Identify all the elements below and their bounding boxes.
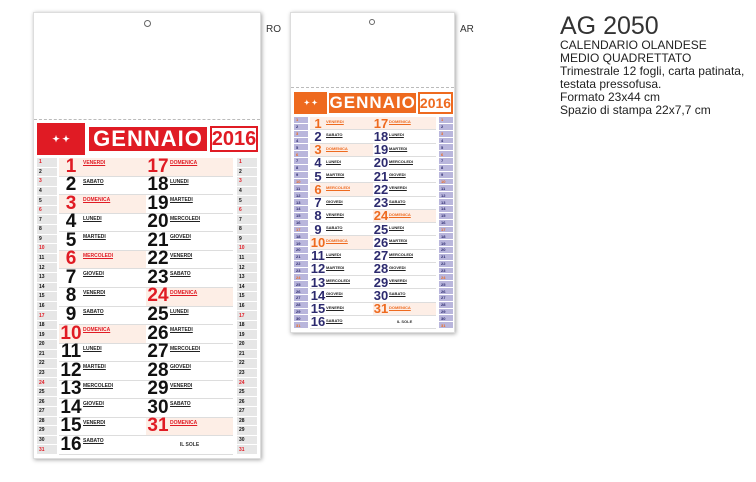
index-day: 13	[37, 273, 57, 283]
day-name: VENERDI	[170, 382, 193, 389]
index-day: 25	[439, 281, 453, 288]
calendar-ro	[33, 12, 261, 459]
day-number: 7	[314, 195, 322, 210]
index-day: 19	[439, 240, 453, 247]
day-name: MARTEDI	[326, 264, 345, 270]
day-name: SABATO	[326, 317, 343, 323]
index-day: 19	[294, 240, 308, 247]
day-number: 25	[147, 304, 169, 325]
day-name: SABATO	[326, 132, 343, 138]
day-number: 11	[60, 341, 82, 363]
day-number: 4	[314, 155, 322, 171]
index-day: 24	[37, 378, 57, 388]
day-number: 8	[65, 285, 77, 307]
index-day: 21	[37, 350, 57, 360]
index-day: 7	[37, 215, 57, 225]
day-number: 12	[310, 261, 326, 277]
day-name: DOMENICA	[170, 160, 198, 166]
variant-label-ar: AR	[460, 24, 474, 35]
index-day: 31	[439, 322, 453, 329]
month-header	[294, 91, 453, 115]
day-name: MARTEDI	[170, 197, 193, 204]
index-day: 26	[439, 288, 453, 295]
day-number: 4	[65, 211, 77, 233]
day-name: MARTEDI	[326, 172, 345, 177]
day-name: VENERDI	[83, 289, 106, 296]
index-day: 12	[237, 263, 257, 273]
day-name: VENERDI	[389, 278, 407, 283]
day-number: 6	[314, 181, 322, 197]
day-name: MERCOLEDI	[170, 345, 200, 352]
index-day: 3	[439, 131, 453, 138]
day-column-2	[373, 117, 436, 329]
index-day: 17	[237, 311, 257, 321]
index-day: 10	[439, 179, 453, 186]
month-header	[37, 123, 259, 155]
day-column-1	[310, 117, 373, 329]
year-label: 2016	[210, 126, 258, 152]
index-day: 20	[237, 340, 257, 350]
index-day: 23	[294, 268, 308, 275]
index-day: 18	[37, 321, 57, 331]
day-number: 27	[147, 341, 169, 363]
day-number: 13	[310, 274, 326, 290]
index-day: 9	[37, 235, 57, 245]
index-day: 3	[294, 131, 308, 138]
day-cell	[59, 433, 146, 455]
index-day: 1	[237, 158, 257, 168]
day-cell	[310, 210, 373, 223]
index-day: 23	[439, 268, 453, 275]
day-number: 20	[147, 211, 169, 233]
index-day: 18	[237, 321, 257, 331]
index-day: 26	[37, 397, 57, 407]
day-name: VENERDI	[170, 252, 193, 259]
index-day: 4	[37, 187, 57, 197]
day-number: 29	[147, 378, 169, 400]
index-day: 25	[237, 388, 257, 398]
day-name: DOMENICA	[326, 145, 348, 151]
index-day: 7	[439, 158, 453, 165]
day-number: 23	[373, 195, 389, 210]
index-day: 30	[237, 436, 257, 446]
day-number: 16	[310, 314, 326, 330]
day-name: DOMENICA	[326, 238, 348, 244]
day-name: VENERDI	[83, 160, 106, 166]
index-day: 28	[37, 417, 57, 427]
index-day: 27	[294, 295, 308, 302]
day-name: VENERDI	[389, 185, 407, 191]
day-cell	[373, 210, 436, 223]
index-day: 4	[439, 138, 453, 145]
day-number: 20	[373, 155, 389, 171]
day-name: SABATO	[170, 271, 191, 278]
index-day: 17	[439, 227, 453, 234]
calendar-footer: IL SOLE	[373, 316, 436, 329]
index-day: 24	[294, 274, 308, 281]
day-number: 2	[314, 128, 322, 144]
day-number: 26	[373, 234, 389, 250]
day-number: 30	[147, 396, 169, 418]
index-day: 5	[439, 144, 453, 151]
day-number: 3	[65, 192, 77, 214]
index-day: 8	[439, 165, 453, 172]
index-day: 22	[294, 261, 308, 268]
index-day: 6	[439, 151, 453, 158]
day-name: SABATO	[83, 178, 104, 185]
day-number: 13	[60, 378, 82, 400]
index-day: 2	[237, 168, 257, 178]
day-grid	[59, 155, 233, 455]
index-day: 24	[439, 274, 453, 281]
day-number: 30	[373, 287, 389, 303]
index-day: 5	[237, 196, 257, 206]
day-name: MERCOLEDI	[389, 158, 413, 164]
index-day: 14	[237, 283, 257, 293]
day-number: 11	[311, 248, 325, 263]
day-name: VENERDI	[326, 211, 344, 217]
index-day: 27	[237, 407, 257, 417]
day-name: MERCOLEDI	[83, 382, 113, 389]
index-day: 8	[237, 225, 257, 235]
logo: ✦ ✦	[294, 92, 327, 114]
day-name: DOMENICA	[389, 119, 411, 124]
day-number: 19	[373, 142, 389, 157]
day-cell	[373, 303, 436, 316]
index-day: 5	[294, 144, 308, 151]
index-day: 14	[37, 283, 57, 293]
day-name: SABATO	[326, 225, 343, 230]
index-day: 8	[294, 165, 308, 172]
day-number: 15	[310, 301, 326, 316]
day-number: 26	[147, 322, 169, 344]
day-number: 14	[60, 396, 82, 418]
index-day: 6	[237, 206, 257, 216]
index-day: 22	[37, 359, 57, 369]
day-name: GIOVEDI	[83, 401, 104, 408]
day-name: SABATO	[170, 401, 191, 408]
day-name: MERCOLEDI	[326, 278, 350, 283]
index-day: 11	[294, 185, 308, 192]
calendar-ar	[290, 12, 455, 333]
day-name: LUNEDI	[83, 345, 102, 352]
index-day: 23	[37, 369, 57, 379]
index-day: 20	[294, 247, 308, 254]
index-day: 29	[294, 309, 308, 316]
index-day: 14	[439, 206, 453, 213]
index-day: 29	[237, 426, 257, 436]
day-number: 14	[310, 287, 326, 303]
index-day: 29	[439, 309, 453, 316]
day-number: 10	[60, 322, 82, 344]
day-number: 24	[147, 285, 169, 307]
day-number: 7	[65, 266, 77, 288]
day-number: 28	[147, 359, 169, 381]
day-number: 8	[314, 208, 322, 224]
day-grid	[310, 117, 436, 329]
index-day: 26	[237, 397, 257, 407]
day-name: DOMENICA	[389, 211, 411, 217]
index-day: 30	[37, 436, 57, 446]
index-day: 13	[237, 273, 257, 283]
index-day: 4	[237, 187, 257, 197]
product-line-2: MEDIO QUADRETTATO	[560, 51, 692, 65]
index-day: 23	[237, 369, 257, 379]
index-day: 30	[294, 315, 308, 322]
day-number: 9	[65, 304, 77, 325]
index-day: 18	[294, 233, 308, 240]
day-column-2	[146, 155, 233, 455]
day-name: MARTEDI	[170, 327, 193, 334]
day-name: VENERDI	[326, 119, 344, 124]
index-day: 17	[37, 311, 57, 321]
index-day: 11	[237, 254, 257, 264]
index-day: 15	[237, 292, 257, 302]
day-name: GIOVEDI	[170, 234, 191, 241]
calendar-footer: IL SOLE	[146, 436, 233, 455]
day-number: 5	[314, 168, 322, 184]
product-line-6: Spazio di stampa 22x7,7 cm	[560, 103, 711, 117]
index-day: 10	[294, 179, 308, 186]
index-day: 15	[439, 213, 453, 220]
index-day: 12	[37, 263, 57, 273]
day-name: DOMENICA	[83, 197, 111, 204]
index-day: 10	[37, 244, 57, 254]
product-line-3: Trimestrale 12 fogli, carta patinata,	[560, 64, 745, 78]
index-day: 11	[439, 185, 453, 192]
index-day: 21	[439, 254, 453, 261]
month-title: GENNAIO	[89, 127, 207, 151]
day-name: LUNEDI	[389, 225, 404, 230]
index-day: 16	[439, 220, 453, 227]
index-day: 19	[237, 330, 257, 340]
index-day: 20	[37, 340, 57, 350]
day-name: GIOVEDI	[326, 291, 343, 297]
day-cell	[310, 263, 373, 276]
index-day: 19	[37, 330, 57, 340]
day-number: 23	[147, 266, 169, 288]
day-name: MERCOLEDI	[170, 215, 200, 222]
weekly-index-left	[294, 117, 308, 329]
index-day: 8	[37, 225, 57, 235]
day-name: SABATO	[389, 291, 406, 297]
index-day: 9	[439, 172, 453, 179]
index-day: 14	[294, 206, 308, 213]
index-day: 1	[37, 158, 57, 168]
index-day: 2	[439, 124, 453, 131]
day-number: 5	[65, 229, 77, 251]
day-name: VENERDI	[83, 419, 106, 426]
day-cell	[373, 263, 436, 276]
day-name: LUNEDI	[83, 215, 102, 222]
day-number: 22	[373, 181, 389, 197]
product-line-5: Formato 23x44 cm	[560, 90, 661, 104]
day-name: LUNEDI	[170, 178, 189, 185]
index-day: 17	[294, 227, 308, 234]
perforation-line	[34, 119, 260, 120]
index-day: 9	[294, 172, 308, 179]
day-number: 1	[314, 115, 322, 131]
index-day: 3	[37, 177, 57, 187]
day-number: 19	[147, 192, 169, 214]
index-day: 21	[237, 350, 257, 360]
day-number: 21	[373, 168, 389, 184]
index-day: 25	[37, 388, 57, 398]
index-day: 16	[237, 302, 257, 312]
day-cell	[373, 157, 436, 170]
day-name: SABATO	[83, 438, 104, 445]
hanging-hole	[369, 19, 375, 25]
day-name: MARTEDI	[389, 145, 408, 151]
day-number: 27	[373, 248, 389, 263]
day-name: LUNEDI	[326, 251, 341, 257]
month-title: GENNAIO	[329, 93, 416, 112]
day-number: 28	[373, 261, 389, 277]
index-day: 30	[439, 315, 453, 322]
day-number: 1	[65, 155, 77, 177]
product-info	[560, 14, 752, 117]
day-name: DOMENICA	[170, 289, 198, 296]
index-day: 2	[294, 124, 308, 131]
day-number: 25	[373, 221, 389, 237]
day-number: 9	[314, 221, 322, 237]
day-name: LUNEDI	[170, 308, 189, 315]
day-name: MARTEDI	[83, 364, 106, 371]
day-column-1	[59, 155, 146, 455]
product-code: AG 2050	[560, 12, 659, 40]
day-name: GIOVEDI	[389, 264, 406, 270]
index-day: 15	[294, 213, 308, 220]
index-day: 28	[294, 302, 308, 309]
index-day: 24	[237, 378, 257, 388]
day-number: 22	[147, 248, 169, 270]
day-number: 12	[60, 359, 82, 381]
index-day: 1	[294, 117, 308, 124]
index-day: 2	[37, 168, 57, 178]
day-name: GIOVEDI	[326, 198, 343, 204]
index-day: 6	[294, 151, 308, 158]
day-number: 18	[373, 128, 389, 144]
day-cell	[310, 157, 373, 170]
index-day: 11	[37, 254, 57, 264]
index-day: 22	[439, 261, 453, 268]
index-day: 21	[294, 254, 308, 261]
day-number: 17	[147, 155, 169, 177]
index-day: 16	[37, 302, 57, 312]
weekly-index-left	[37, 158, 57, 455]
day-number: 18	[147, 174, 169, 196]
day-name: MERCOLEDI	[389, 251, 413, 257]
index-day: 12	[294, 192, 308, 199]
day-number: 29	[373, 274, 389, 290]
index-day: 6	[37, 206, 57, 216]
index-day: 7	[237, 215, 257, 225]
index-day: 12	[439, 192, 453, 199]
day-name: DOMENICA	[170, 419, 198, 426]
index-day: 31	[294, 322, 308, 329]
index-day: 31	[237, 445, 257, 455]
index-day: 15	[37, 292, 57, 302]
day-number: 16	[60, 433, 82, 455]
day-name: LUNEDI	[326, 158, 341, 164]
day-name: DOMENICA	[389, 304, 411, 310]
perforation-line	[291, 87, 454, 88]
day-name: MERCOLEDI	[83, 252, 113, 259]
index-day: 7	[294, 158, 308, 165]
day-number: 2	[65, 174, 77, 196]
day-name: MERCOLEDI	[326, 185, 350, 191]
day-name: MARTEDI	[389, 238, 408, 244]
index-day: 18	[439, 233, 453, 240]
index-day: 25	[294, 281, 308, 288]
weekly-index-right	[237, 158, 257, 455]
day-name: GIOVEDI	[170, 364, 191, 371]
day-cell	[146, 415, 233, 437]
variant-label-ro: RO	[266, 24, 281, 35]
day-name: SABATO	[83, 308, 104, 315]
index-day: 13	[439, 199, 453, 206]
product-line-4: testata pressofusa.	[560, 77, 662, 91]
index-day: 29	[37, 426, 57, 436]
hanging-hole	[144, 20, 151, 27]
index-day: 27	[439, 295, 453, 302]
year-label: 2016	[418, 92, 453, 114]
index-day: 5	[37, 196, 57, 206]
day-name: MARTEDI	[83, 234, 106, 241]
day-number: 6	[65, 248, 77, 270]
day-name: GIOVEDI	[389, 172, 406, 177]
day-cell	[310, 316, 373, 329]
index-day: 26	[294, 288, 308, 295]
logo: ✦ ✦	[37, 123, 85, 155]
day-name: VENERDI	[326, 304, 344, 310]
index-day: 1	[439, 117, 453, 124]
day-number: 15	[60, 415, 82, 437]
index-day: 22	[237, 359, 257, 369]
day-number: 31	[147, 415, 169, 437]
day-number: 3	[314, 142, 322, 157]
index-day: 28	[237, 417, 257, 427]
day-name: LUNEDI	[389, 132, 404, 138]
day-name: SABATO	[389, 198, 406, 204]
index-day: 9	[237, 235, 257, 245]
index-day: 20	[439, 247, 453, 254]
index-day: 27	[37, 407, 57, 417]
day-name: GIOVEDI	[83, 271, 104, 278]
day-number: 31	[373, 301, 389, 316]
index-day: 10	[237, 244, 257, 254]
day-number: 17	[373, 115, 389, 131]
product-line-1: CALENDARIO OLANDESE	[560, 38, 707, 52]
index-day: 28	[439, 302, 453, 309]
index-day: 13	[294, 199, 308, 206]
index-day: 31	[37, 445, 57, 455]
weekly-index-right	[439, 117, 453, 329]
index-day: 16	[294, 220, 308, 227]
day-number: 24	[373, 208, 389, 224]
index-day: 4	[294, 138, 308, 145]
day-number: 10	[310, 234, 326, 250]
index-day: 3	[237, 177, 257, 187]
day-number: 21	[147, 229, 169, 251]
day-name: DOMENICA	[83, 327, 111, 334]
